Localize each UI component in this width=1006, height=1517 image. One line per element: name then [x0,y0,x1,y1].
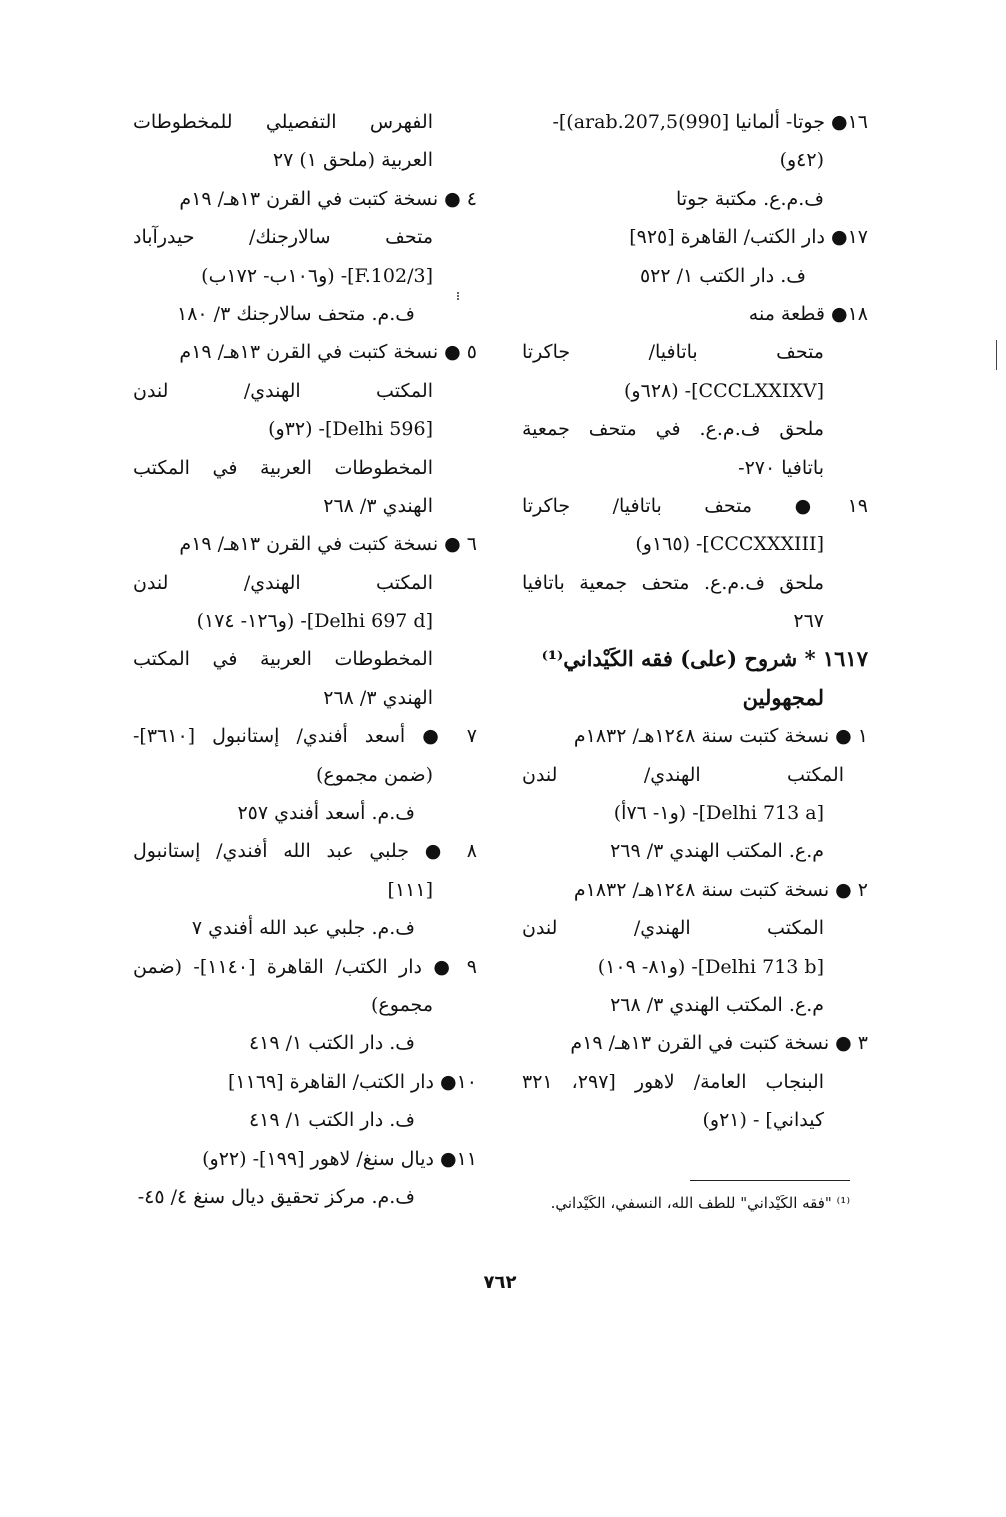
text-line: [CCCLXXIXV]- (٦٢٨و) [624,379,824,402]
text-line: ف.م. جلبي عبد الله أفندي ٧ [191,917,415,940]
text-line: مجموع) [371,993,433,1016]
text-line: ف.م. مركز تحقيق ديال سنغ ٤/ ٤٥- [137,1185,415,1208]
text-line: متحف باتافيا/ جاكرتا [522,341,824,364]
text-line: ف. دار الكتب ١/ ٤١٩ [248,1032,415,1055]
text-line: ٢٦٧ [793,610,824,633]
text-line: ٩ ● دار الكتب/ القاهرة [١١٤٠]- (ضمن [133,955,477,978]
text-line: ٧ ● أسعد أفندي/ إستانبول [٣٦١٠]- [133,725,477,748]
text-line: ف.م.ع. مكتبة جوتا [676,187,824,210]
text-line: ١٠● دار الكتب/ القاهرة [١١٦٩] [227,1070,477,1093]
text-line: ١ ● نسخة كتبت سنة ١٢٤٨هـ/ ١٨٣٢م [573,725,868,748]
text-line: ف.م. أسعد أفندي ٢٥٧ [237,802,415,825]
text-line: ٣ ● نسخة كتبت في القرن ١٣هـ/ ١٩م [570,1032,868,1055]
entry-heading: ١٦١٧ * شروح (على) فقه الكَيْداني⁽¹⁾ [541,646,868,672]
left-text-column [133,103,477,1216]
text-line: ف. دار الكتب ١/ ٤١٩ [248,1109,415,1132]
text-line: العربية (ملحق ١) ٢٧ [272,149,433,172]
text-line: الفهرس التفصيلي للمخطوطات [133,111,433,133]
text-line: المكتب الهندي/ لندن [133,379,433,402]
text-line: المخطوطات العربية في المكتب [133,456,433,479]
text-line: الهندي ٣/ ٢٦٨ [323,686,433,709]
text-line: المكتب الهندي/ لندن [133,571,433,594]
text-line: م.ع. المكتب الهندي ٣/ ٢٦٩ [610,840,824,863]
text-line: (ضمن مجموع) [315,763,433,786]
text-line: باتافيا ٢٧٠- [738,456,824,479]
text-line: ٢ ● نسخة كتبت سنة ١٢٤٨هـ/ ١٨٣٢م [573,878,868,901]
text-line: ٤ ● نسخة كتبت في القرن ١٣هـ/ ١٩م [179,187,477,210]
text-line: [Delhi 596]- (٣٢و) [268,418,433,441]
text-line: ١١● ديال سنغ/ لاهور [١٩٩]- (٢٢و) [202,1147,477,1170]
footnote: ⁽¹⁾ "فقه الكَيْداني" للطف الله، النسفي، الكَيْداني. [550,1194,850,1212]
text-line: ١٧● دار الكتب/ القاهرة [٩٢٥] [629,226,868,249]
text-line: ف.م. متحف سالارجنك ٣/ ١٨٠ [176,302,415,325]
text-line: متحف سالارجنك/ حيدرآباد [133,226,433,249]
text-line: المكتب الهندي/ لندن [522,763,844,786]
text-line: البنجاب العامة/ لاهور [٢٩٧، ٣٢١ [522,1070,824,1093]
text-line: ١٨● قطعة منه [748,302,868,325]
entry-heading: لمجهولين [742,684,824,710]
text-line: كيداني] - (٢١و) [702,1109,824,1132]
text-line: ٥ ● نسخة كتبت في القرن ١٣هـ/ ١٩م [179,341,477,364]
text-line: ٨ ● جلبي عبد الله أفندي/ إستانبول [133,840,477,863]
text-line: م.ع. المكتب الهندي ٣/ ٢٦٨ [610,993,824,1016]
text-line: ٦ ● نسخة كتبت في القرن ١٣هـ/ ١٩م [179,533,477,556]
text-line: [Delhi 697 d]- (و١٢٦- ١٧٤) [196,610,433,633]
stray-dots [457,292,461,300]
text-line: ملحق ف.م.ع. متحف جمعية باتافيا [522,571,824,594]
text-line: المكتب الهندي/ لندن [522,917,824,940]
right-text-column [522,103,868,1140]
text-line: المخطوطات العربية في المكتب [133,648,433,671]
text-line: ١٩● متحف باتافيا/ جاكرتا [522,494,868,517]
text-line: [F.102/3]- (و١٠٦ب- ١٧٢ب) [201,264,433,287]
text-line: [CCCXXXIII]- (١٦٥و) [635,533,824,556]
text-line: [١١١] [387,878,433,901]
page-number: ٧٦٢ [483,1272,517,1293]
text-line: [Delhi 713 a]- (و١- ٧٦أ) [613,802,824,825]
footnote-separator [690,1180,850,1181]
text-line: ١٦● جوتا- ألمانيا [990)arab.207,5)]- [552,111,868,133]
text-line: الهندي ٣/ ٢٦٨ [323,494,433,517]
text-line: ملحق ف.م.ع. في متحف جمعية [522,418,824,441]
text-line: (٤٢و) [779,149,824,172]
scan-edge-mark [996,340,997,370]
text-line: [Delhi 713 b]- (و٨١- ١٠٩) [597,955,824,978]
text-line: ف. دار الكتب ١/ ٥٢٢ [639,264,806,287]
